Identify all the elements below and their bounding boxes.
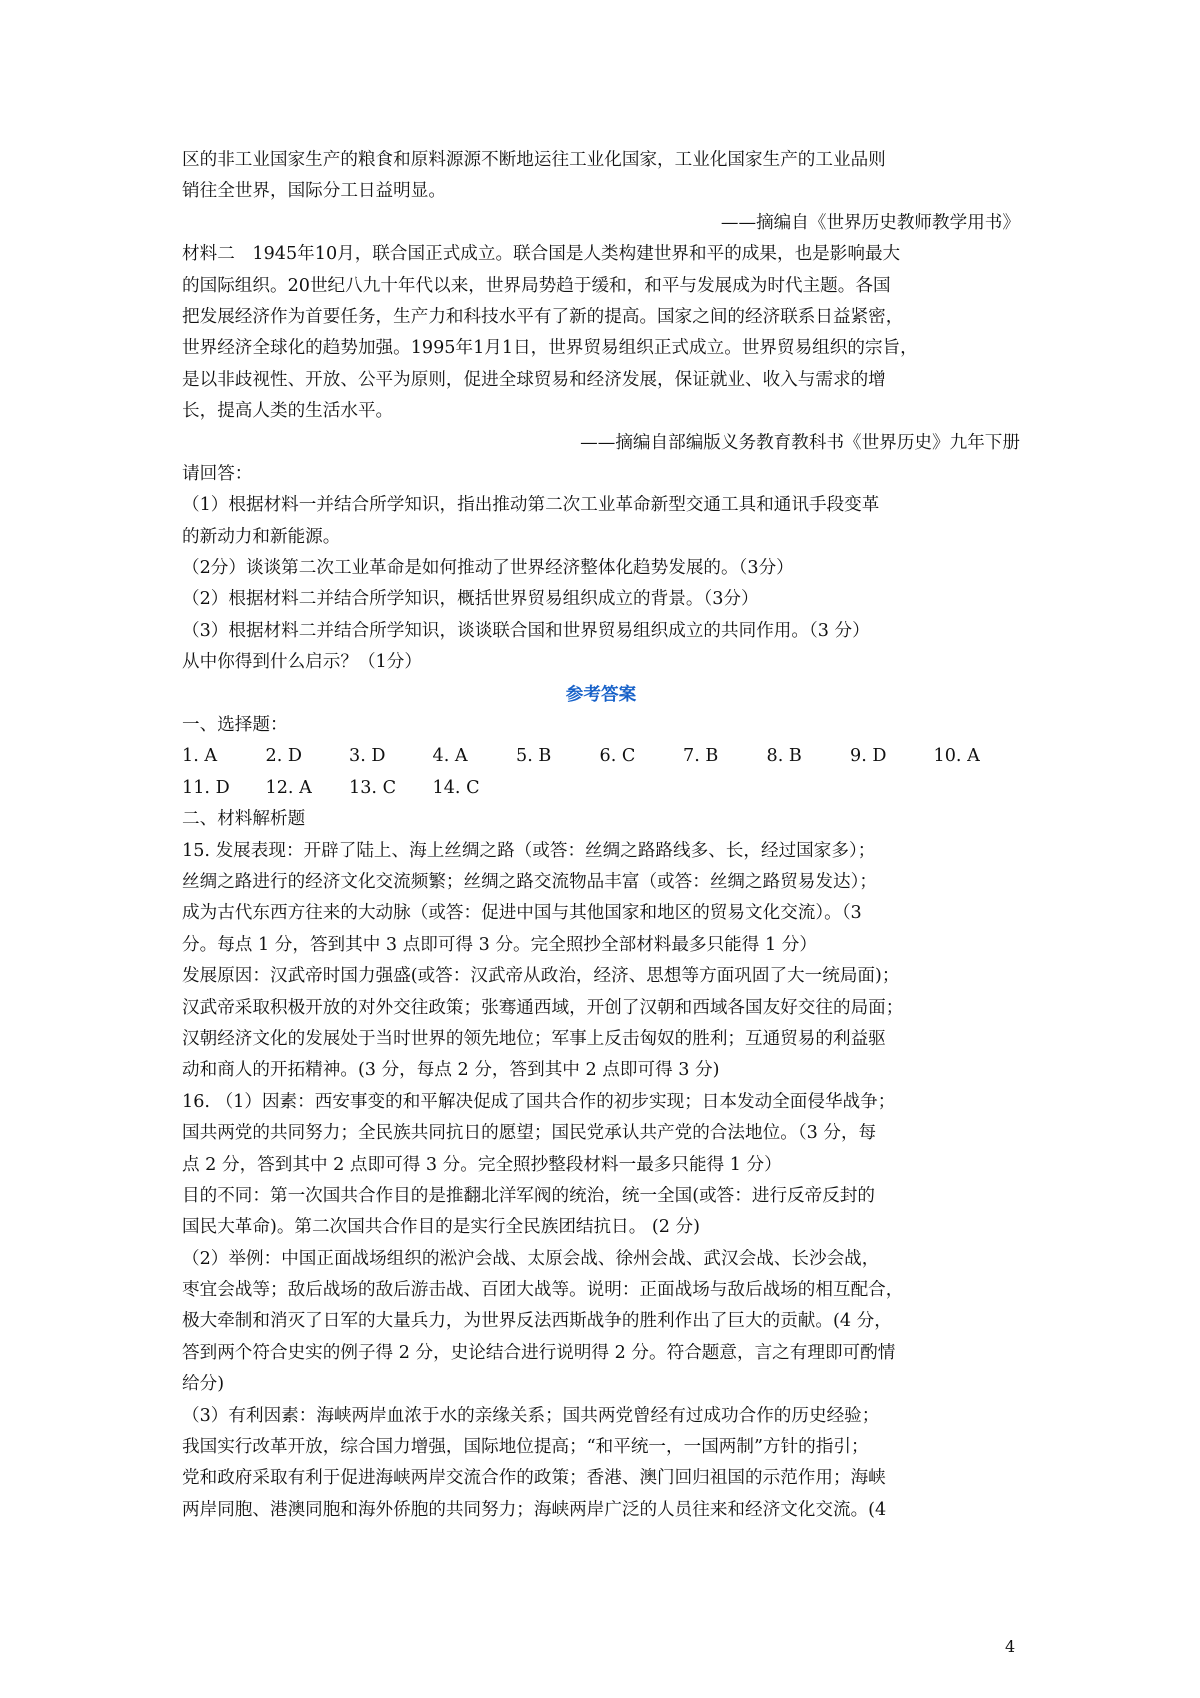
document-body <box>182 145 1020 1526</box>
choice-answer: 7. B <box>683 746 719 767</box>
choice-answer: 8. B <box>766 746 802 767</box>
analysis-line: 给分) <box>182 1374 225 1395</box>
choice-answer: 9. D <box>850 746 887 767</box>
choice-answer: 5. B <box>516 746 552 767</box>
analysis-line: 枣宜会战等；敌后战场的敌后游击战、百团大战等。说明：正面战场与敌后战场的相互配合， <box>182 1280 904 1301</box>
choice-answer: 4. A <box>432 746 468 767</box>
analysis-line: 极大牵制和消灭了日军的大量兵力，为世界反法西斯战争的胜利作出了巨大的贡献。(4 分， <box>182 1311 892 1332</box>
analysis-line: 分。每点 1 分，答到其中 3 点即可得 3 分。完全照抄全部材料最多只能得 1 分） <box>182 934 817 955</box>
material-line: 的国际组织。20世纪八九十年代以来，世界局势趋于缓和，和平与发展成为时代主题。各国 <box>182 275 891 296</box>
choice-answers-row <box>182 773 1020 804</box>
choice-answer: 1. A <box>182 746 218 767</box>
analysis-line: 成为古代东西方往来的大动脉（或答：促进中国与其他国家和地区的贸易文化交流）。（3 <box>182 903 862 924</box>
material-line: 长，提高人类的生活水平。 <box>182 401 394 422</box>
analysis-line: 15. 发展表现：开辟了陆上、海上丝绸之路（或答：丝绸之路路线多、长，经过国家多）； <box>182 840 876 861</box>
analysis-line: 党和政府采取有利于促进海峡两岸交流合作的政策；香港、澳门回归祖国的示范作用；海峡 <box>182 1468 886 1489</box>
page-number: 4 <box>1005 1637 1016 1656</box>
question-line: （1）根据材料一并结合所学知识，指出推动第二次工业革命新型交通工具和通讯手段变革 <box>182 495 880 516</box>
analysis-line: 汉朝经济文化的发展处于当时世界的领先地位；军事上反击匈奴的胜利；互通贸易的利益驱 <box>182 1028 886 1049</box>
source-citation: ——摘编自《世界历史教师教学用书》 <box>720 212 1020 233</box>
text-line: 销往全世界，国际分工日益明显。 <box>182 181 446 202</box>
material-line: 材料二 1945年10月，联合国正式成立。联合国是人类构建世界和平的成果，也是影响最大 <box>182 244 901 265</box>
choice-answer: 11. D <box>182 777 230 798</box>
analysis-line: 动和商人的开拓精神。(3 分，每点 2 分，答到其中 2 点即可得 3 分) <box>182 1060 720 1081</box>
material-line: 是以非歧视性、开放、公平为原则，促进全球贸易和经济发展，保证就业、收入与需求的增 <box>182 369 886 390</box>
analysis-line: 汉武帝采取积极开放的对外交往政策；张骞通西域，开创了汉朝和西域各国友好交往的局面； <box>182 997 904 1018</box>
analysis-line: 国民大革命)。第二次国共合作目的是实行全民族团结抗日。 (2 分) <box>182 1217 701 1238</box>
choice-answer: 2. D <box>265 746 302 767</box>
text-line: 区的非工业国家生产的粮食和原料源源不断地运往工业化国家，工业化国家生产的工业品则 <box>182 150 886 170</box>
question-line: 请回答： <box>182 463 253 484</box>
question-line: （2分）谈谈第二次工业革命是如何推动了世界经济整体化趋势发展的。（3分） <box>182 558 794 579</box>
choice-answers-row <box>182 741 1020 772</box>
choice-answer: 13. C <box>349 777 397 798</box>
analysis-line: 我国实行改革开放，综合国力增强，国际地位提高；“和平统一，一国两制”方针的指引； <box>182 1437 869 1458</box>
analysis-line: （2）举例：中国正面战场组织的淞沪会战、太原会战、徐州会战、武汉会战、长沙会战， <box>182 1248 880 1269</box>
answer-heading: 参考答案 <box>565 683 637 705</box>
analysis-line: 答到两个符合史实的例子得 2 分，史论结合进行说明得 2 分。符合题意，言之有理即可酌情 <box>182 1342 896 1363</box>
analysis-line: 16. （1）因素：西安事变的和平解决促成了国共合作的初步实现；日本发动全面侵华战争； <box>182 1091 896 1112</box>
choice-answer: 3. D <box>349 746 386 767</box>
source-citation: ——摘编自部编版义务教育教科书《世界历史》九年下册 <box>580 432 1020 453</box>
section-title: 二、材料解析题 <box>182 809 306 830</box>
choice-answer: 6. C <box>599 746 636 767</box>
analysis-line: 发展原因：汉武帝时国力强盛(或答：汉武帝从政治，经济、思想等方面巩固了大一统局面)； <box>182 966 900 987</box>
material-line: 世界经济全球化的趋势加强。1995年1月1日，世界贸易组织正式成立。世界贸易组织的宗旨， <box>182 338 918 359</box>
analysis-line: 目的不同：第一次国共合作目的是推翻北洋军阀的统治，统一全国(或答：进行反帝反封的 <box>182 1185 876 1206</box>
material-line: 把发展经济作为首要任务，生产力和科技水平有了新的提高。国家之间的经济联系日益紧密， <box>182 306 904 327</box>
choice-answer: 10. A <box>933 746 980 767</box>
choice-answer: 14. C <box>432 777 480 798</box>
question-line: （2）根据材料二并结合所学知识，概括世界贸易组织成立的背景。（3分） <box>182 589 759 610</box>
analysis-line: 国共两党的共同努力；全民族共同抗日的愿望；国民党承认共产党的合法地位。（3 分，每 <box>182 1123 877 1144</box>
question-line: 的新动力和新能源。 <box>182 526 341 547</box>
analysis-line: （3）有利因素：海峡两岸血浓于水的亲缘关系；国共两党曾经有过成功合作的历史经验； <box>182 1405 880 1426</box>
choice-answer: 12. A <box>265 777 312 798</box>
question-line: 从中你得到什么启示？（1分） <box>182 652 422 673</box>
section-title: 一、选择题： <box>182 715 288 736</box>
analysis-line: 点 2 分，答到其中 2 点即可得 3 分。完全照抄整段材料一最多只能得 1 分） <box>182 1154 782 1175</box>
question-line: （3）根据材料二并结合所学知识，谈谈联合国和世界贸易组织成立的共同作用。（3 分） <box>182 620 870 641</box>
analysis-line: 两岸同胞、港澳同胞和海外侨胞的共同努力；海峡两岸广泛的人员往来和经济文化交流。(4 <box>182 1499 887 1520</box>
analysis-line: 丝绸之路进行的经济文化交流频繁；丝绸之路交流物品丰富（或答：丝绸之路贸易发达）； <box>182 871 877 892</box>
